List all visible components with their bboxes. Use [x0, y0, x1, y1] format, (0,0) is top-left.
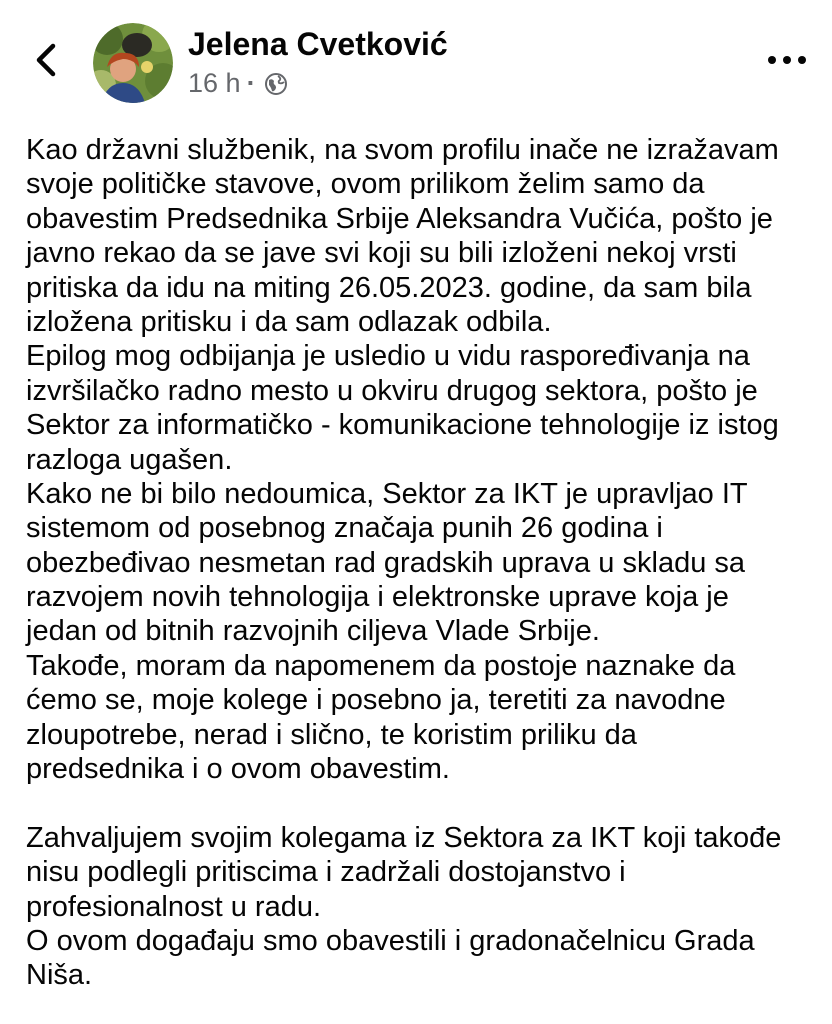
- post-text-line: Niša.: [26, 959, 93, 992]
- chevron-left-icon: [34, 42, 58, 83]
- post-text-line: izložena pritisku i da sam odlazak odbila.: [26, 305, 552, 338]
- post-text-line: sistemom od posebnog značaja punih 26 godina i: [26, 512, 663, 545]
- avatar[interactable]: [93, 23, 173, 103]
- post-text-line: javno rekao da se jave svi koji su bili izloženi nekoj vrsti: [26, 237, 737, 270]
- post-header: [0, 0, 832, 120]
- post-text-line: Takođe, moram da napomenem da postoje naznake da: [26, 649, 736, 682]
- post-text-line: O ovom događaju smo obavestili i gradonačelnicu Grada: [26, 924, 755, 957]
- post-text-blank-line: [26, 786, 816, 820]
- post-text-line: izvršilačko radno mesto u okviru drugog sektora, pošto je: [26, 374, 758, 407]
- post-text-line: Kako ne bi bilo nedoumica, Sektor za IKT je upravljao IT: [26, 477, 748, 510]
- post-text-line: nisu podlegli pritiscima i zadržali dostojanstvo i: [26, 856, 626, 889]
- author-name[interactable]: Jelena Cvetković: [188, 26, 448, 62]
- post-text-line: predsednika i o ovom obavestim.: [26, 753, 450, 786]
- post-text-line: jedan od bitnih razvojnih ciljeva Vlade Srbije.: [26, 615, 600, 648]
- post-text-line: Zahvaljujem svojim kolegama iz Sektora za IKT koji takođe: [26, 821, 782, 854]
- post-text-line: ćemo se, moje kolege i posebno ja, teretiti za navodne: [26, 684, 726, 717]
- post-text: [26, 133, 816, 993]
- post-text-line: razloga ugašen.: [26, 443, 233, 476]
- post-text-line: Epilog mog odbijanja je usledio u vidu raspoređivanja na: [26, 340, 750, 373]
- post-text-line: obezbeđivao nesmetan rad gradskih uprava u skladu sa: [26, 546, 746, 579]
- meta-separator: ·: [246, 68, 256, 98]
- post-text-line: profesionalnost u radu.: [26, 890, 322, 923]
- post-text-line: zloupotrebe, nerad i slično, te koristim priliku da: [26, 718, 637, 751]
- back-button[interactable]: [28, 40, 64, 84]
- post-meta: [188, 68, 288, 99]
- more-horizontal-icon: [767, 52, 807, 70]
- post-text-line: Sektor za informatičko - komunikacione tehnologije iz istog: [26, 409, 779, 442]
- post-text-line: svoje političke stavove, ovom prilikom želim samo da: [26, 168, 705, 201]
- post-text-line: Kao državni službenik, na svom profilu inače ne izražavam: [26, 134, 779, 166]
- more-options-button[interactable]: [762, 46, 812, 76]
- post-text-line: pritiska da idu na miting 26.05.2023. godine, da sam bila: [26, 271, 752, 304]
- post-timestamp[interactable]: 16 h: [188, 68, 241, 98]
- post-text-line: obavestim Predsednika Srbije Aleksandra Vučića, pošto je: [26, 202, 773, 235]
- post-text-line: razvojem novih tehnologija i elektronske uprave koja je: [26, 581, 729, 614]
- globe-icon: [264, 72, 288, 96]
